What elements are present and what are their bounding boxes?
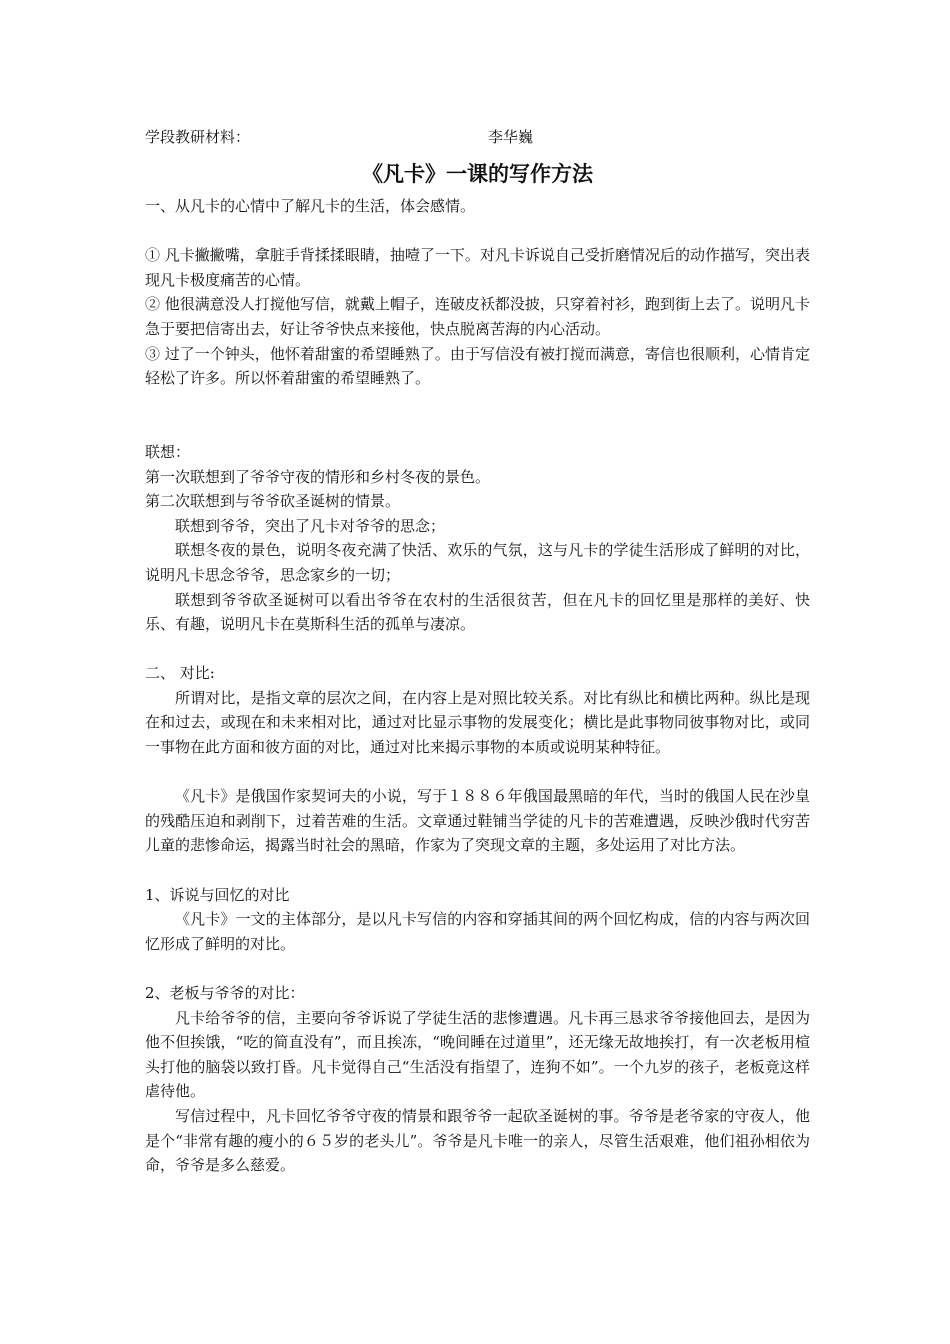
sub1-heading: 1、诉说与回忆的对比 — [145, 885, 290, 904]
document-page — [145, 120, 810, 1178]
page-title: 《凡卡》一课的写作方法 — [362, 161, 593, 186]
spacer — [145, 219, 810, 244]
spacer — [145, 637, 810, 662]
association-paragraph-1: 联想到爷爷，突出了凡卡对爷爷的思念； — [175, 516, 446, 535]
section2-heading: 二、 对比: — [145, 664, 215, 683]
section1-item-2: ② 他很满意没人打搅他写信，就戴上帽子，连破皮袄都没披，只穿着衬衫，跑到街上去了。说明凡卡急于要把信寄出去，好让爷爷快点来接他，快点脱离苦海的内心活动。 — [145, 295, 810, 338]
spacer — [145, 391, 810, 416]
association-line-2: 第二次联想到与爷爷砍圣诞树的情景。 — [145, 492, 401, 511]
association-label: 联想： — [145, 442, 191, 461]
spacer — [145, 415, 810, 440]
spacer — [145, 858, 810, 883]
section1-item-1: ① 凡卡撇撇嘴，拿脏手背揉揉眼睛，抽噎了一下。对凡卡诉说自己受折磨情况后的动作描写，突出表现凡卡极度痛苦的心情。 — [145, 246, 810, 289]
association-line-1: 第一次联想到了爷爷守夜的情形和乡村冬夜的景色。 — [145, 467, 491, 486]
header-label: 学段教研材料： — [145, 128, 251, 146]
sub2-text-1: 凡卡给爷爷的信，主要向爷爷诉说了学徒生活的悲惨遭遇。凡卡再三恳求爷爷接他回去，是因为他不但挨饿，“吃的简直没有”，而且挨冻，“晚间睡在过道里”，还无缘无故地挨打，有一次老板用楦头打他的脑袋以致打昏。凡卡觉得自己“生活没有指望了，连狗不如”。一个九岁的孩子，老板竟这样虐待他。 — [145, 1008, 810, 1101]
spacer — [145, 956, 810, 981]
section2-definition: 所谓对比，是指文章的层次之间，在内容上是对照比较关系。对比有纵比和横比两种。纵比是现在和过去，或现在和未来相对比，通过对比显示事物的发展变化；横比是此事物同彼事物对比，或同一事物在此方面和彼方面的对比，通过对比来揭示事物的本质或说明某种特征。 — [145, 688, 810, 757]
section1-item-3: ③ 过了一个钟头，他怀着甜蜜的希望睡熟了。由于写信没有被打搅而满意，寄信也很顺利，心情肯定轻松了许多。所以怀着甜蜜的希望睡熟了。 — [145, 344, 810, 388]
author-name: 李华巍 — [488, 128, 534, 146]
spacer — [145, 760, 810, 785]
sub2-heading: 2、老板与爷爷的对比： — [145, 984, 305, 1002]
association-paragraph-2: 联想冬夜的景色，说明冬夜充满了快活、欢乐的气氛，这与凡卡的学徒生活形成了鲜明的对比，说明凡卡思念爷爷，思念家乡的一切； — [145, 541, 810, 584]
sub2-text-2: 写信过程中，凡卡回忆爷爷守夜的情景和跟爷爷一起砍圣诞树的事。爷爷是老爷家的守夜人，他是个“非常有趣的瘦小的６５岁的老头儿”。爷爷是凡卡唯一的亲人，尽管生活艰难，他们祖孙相依为命，爷爷是多么慈爱。 — [145, 1106, 810, 1175]
section1-heading: 一、从凡卡的心情中了解凡卡的生活，体会感情。 — [145, 197, 476, 215]
header-line — [145, 120, 810, 154]
association-paragraph-3: 联想到爷爷砍圣诞树可以看出爷爷在农村的生活很贫苦，但在凡卡的回忆里是那样的美好、快乐、有趣，说明凡卡在莫斯科生活的孤单与凄凉。 — [145, 590, 810, 634]
section2-intro: 《凡卡》是俄国作家契诃夫的小说，写于１８８６年俄国最黑暗的年代，当时的俄国人民在沙皇的残酷压迫和剥削下，过着苦难的生活。文章通过鞋铺当学徒的凡卡的苦难遭遇，反映沙俄时代穷苦儿童的悲惨命运，揭露当时社会的黑暗，作家为了突现文章的主题，多处运用了对比方法。 — [145, 787, 810, 855]
sub1-text: 《凡卡》一文的主体部分，是以凡卡写信的内容和穿插其间的两个回忆构成，信的内容与两次回忆形成了鲜明的对比。 — [145, 910, 810, 953]
